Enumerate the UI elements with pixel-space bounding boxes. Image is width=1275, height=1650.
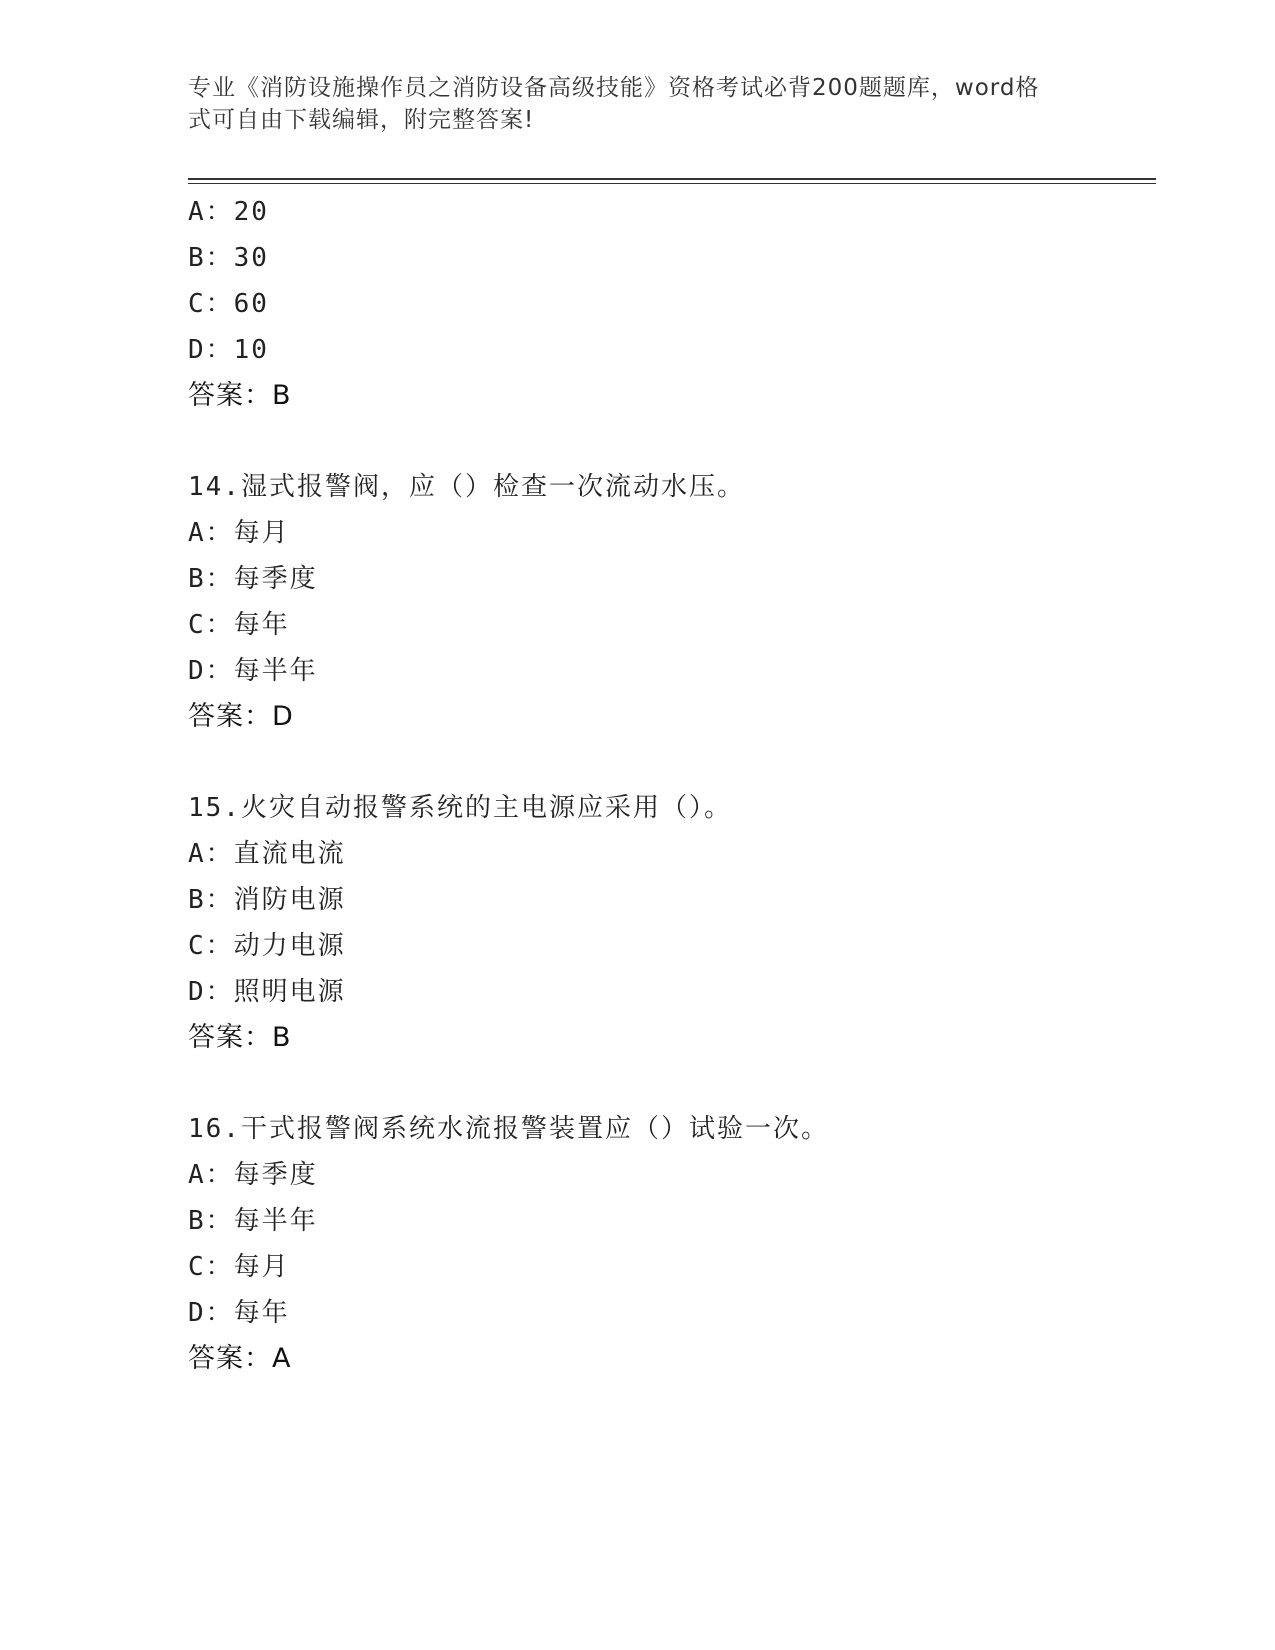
header-line-2: 式可自由下载编辑，附完整答案! — [188, 107, 535, 133]
option-c: C：60 — [188, 289, 269, 319]
question-14 — [188, 464, 1148, 740]
answer: 答案：B — [188, 380, 292, 411]
answer: 答案：A — [188, 1343, 292, 1374]
question-15 — [188, 785, 1148, 1061]
option-a: A：20 — [188, 197, 269, 227]
question-stem: 15.火灾自动报警系统的主电源应采用（）。 — [188, 793, 732, 823]
question-13 — [188, 189, 1148, 419]
option-c: C：动力电源 — [188, 931, 346, 961]
answer: 答案：D — [188, 701, 294, 732]
option-d: D：每年 — [188, 1298, 290, 1328]
option-c: C：每年 — [188, 610, 290, 640]
spacer — [188, 740, 1148, 785]
option-a: A：每季度 — [188, 1160, 318, 1190]
option-d: D：10 — [188, 335, 269, 365]
answer: 答案：B — [188, 1022, 292, 1053]
question-16 — [188, 1106, 1148, 1382]
option-b: B：每季度 — [188, 564, 318, 594]
option-d: D：照明电源 — [188, 977, 346, 1007]
question-list — [188, 189, 1148, 1382]
option-b: B：消防电源 — [188, 885, 346, 915]
document-header — [188, 72, 1068, 136]
option-c: C：每月 — [188, 1252, 290, 1282]
option-a: A：每月 — [188, 518, 290, 548]
question-stem: 16.干式报警阀系统水流报警装置应（）试验一次。 — [188, 1114, 829, 1144]
spacer — [188, 1061, 1148, 1106]
header-divider-thick — [188, 178, 1156, 180]
spacer — [188, 419, 1148, 464]
header-divider-thin — [188, 183, 1156, 184]
option-b: B：30 — [188, 243, 269, 273]
option-a: A：直流电流 — [188, 839, 346, 869]
option-b: B：每半年 — [188, 1206, 318, 1236]
header-line-1: 专业《消防设施操作员之消防设备高级技能》资格考试必背200题题库，word格 — [188, 75, 1040, 101]
option-d: D：每半年 — [188, 656, 318, 686]
question-stem: 14.湿式报警阀，应（）检查一次流动水压。 — [188, 472, 745, 502]
